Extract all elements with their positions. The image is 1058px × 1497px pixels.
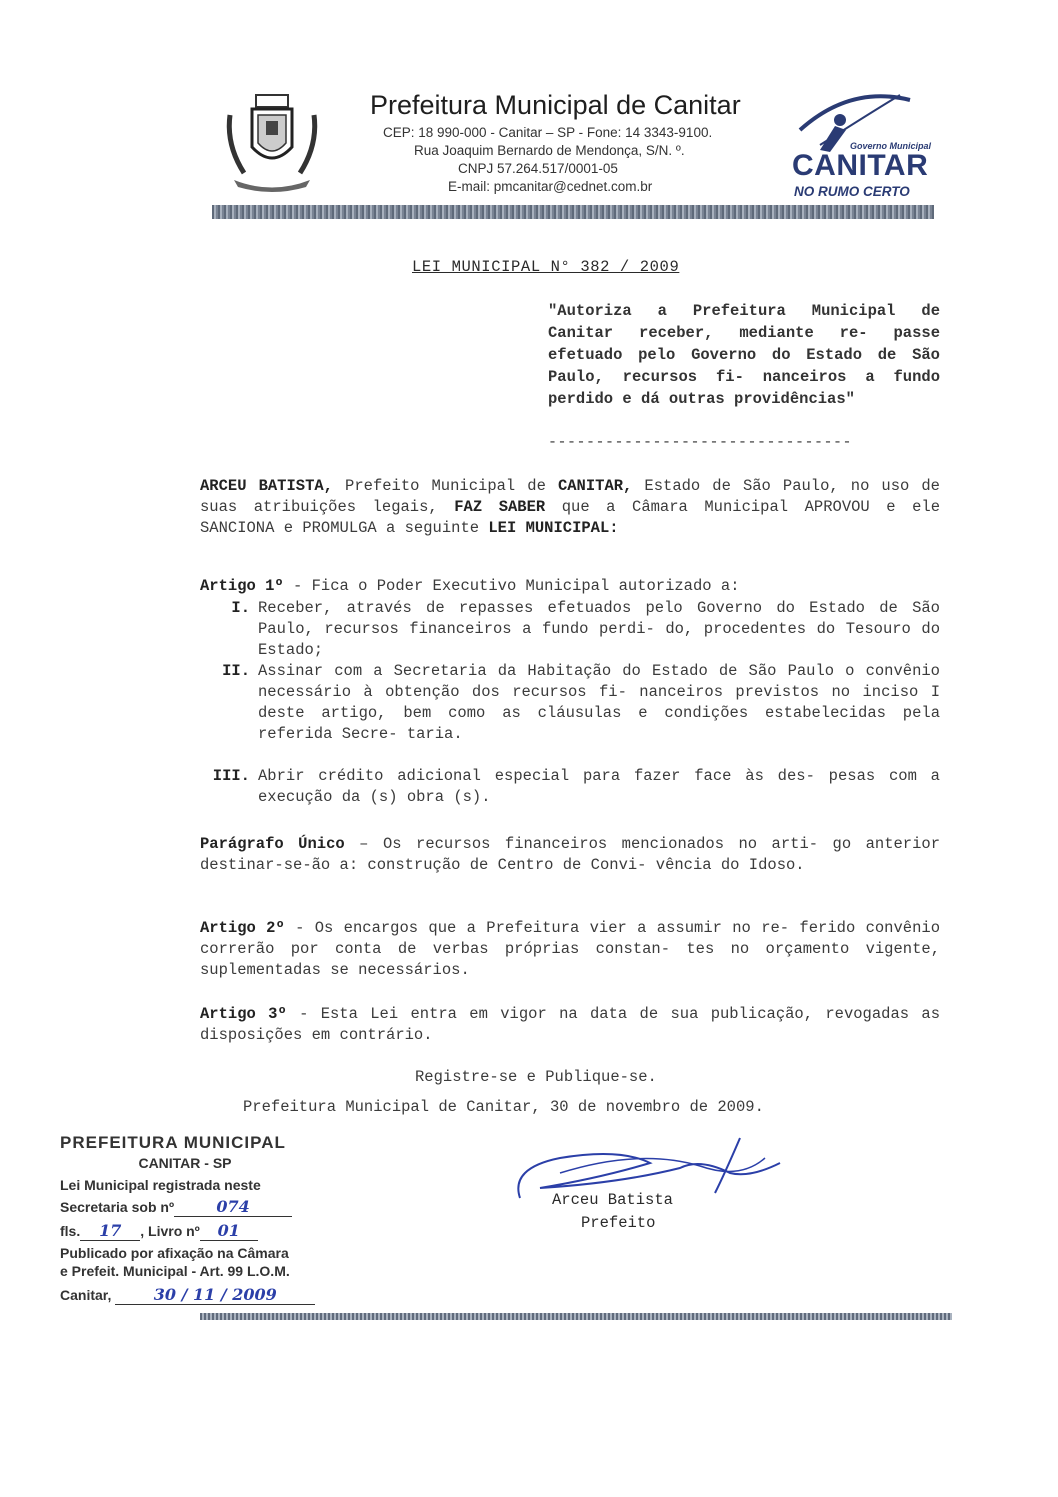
stamp-livro-value: 01 [200,1221,258,1241]
stamp-secretaria-number: 074 [174,1197,292,1217]
item-text: Abrir crédito adicional especial para fazer face às des- pesas com a execução da (s) obra (s). [258,767,940,806]
artigo-1-label: Artigo 1º [200,577,284,595]
artigo-2-label: Artigo 2º [200,919,285,937]
registre-line: Registre-se e Publique-se. [415,1068,657,1086]
artigo-3-label: Artigo 3º [200,1005,287,1023]
preamble [200,476,940,539]
registration-stamp [60,1133,360,1305]
stamp-secretaria-label: Secretaria sob nº [60,1199,175,1215]
stamp-fls-label: fls. [60,1223,81,1239]
header-title: Prefeitura Municipal de Canitar [370,90,741,120]
stamp-date-value: 30 / 11 / 2009 [115,1285,315,1305]
stamp-line-4 [60,1197,360,1217]
artigo-1-item-2 [200,661,940,766]
signature-name: Arceu Batista [552,1191,673,1209]
paragrafo-text: – Os recursos financeiros mencionados no arti- go anterior destinar-se-ão a: construção de Centro de Convi- vência do Idoso. [200,835,940,874]
preamble-text-1: Prefeito Municipal de [332,477,558,495]
stamp-line-8 [60,1285,360,1305]
logo-top-text: Governo Municipal [850,141,932,151]
header-cep-line: CEP: 18 990-000 - Canitar – SP - Fone: 14 3343-9100. [383,125,713,140]
signature-role: Prefeito [581,1214,656,1232]
artigo-2-text: - Os encargos que a Prefeitura vier a assumir no re- ferido convênio correrão por conta de verbas próprias constan- tes no orçamento vigente, suplementadas se necessários. [200,919,940,979]
artigo-1-item-1 [200,598,940,661]
item-number: II. [222,662,250,680]
stamp-line-1: PREFEITURA MUNICIPAL [60,1133,286,1152]
item-text: Receber, através de repasses efetuados pelo Governo do Estado de São Paulo, recursos financeiros a fundo perdi- do, procedentes do Tesouro do Estado; [258,599,940,659]
artigo-1-text: - Fica o Poder Executivo Municipal autorizado a: [283,577,740,595]
place-date: Prefeitura Municipal de Canitar, 30 de novembro de 2009. [243,1098,764,1116]
preamble-text-2: Estado de São Paulo, no uso de suas atribuições legais, [200,477,940,516]
stamp-line-3: Lei Municipal registrada neste [60,1177,261,1193]
document-title: LEI MUNICIPAL N° 382 / 2009 [412,258,680,276]
item-number: I. [231,599,250,617]
footer-divider-band [200,1313,952,1320]
header-cnpj-line: CNPJ 57.264.517/0001-05 [458,161,618,176]
logo-slogan: NO RUMO CERTO [794,184,910,199]
coat-of-arms-icon [222,85,322,195]
paragrafo-label: Parágrafo Único [200,835,345,853]
preamble-city: CANITAR, [557,477,633,495]
stamp-line-5 [60,1221,360,1241]
canitar-logo [780,90,935,202]
header-divider-band [212,205,934,219]
paragrafo-unico [200,834,940,876]
ementa: "Autoriza a Prefeitura Municipal de Canitar receber, mediante re- passe efetuado pelo Governo do Estado de São Paulo, recursos fi- nanceiros a fundo perdido e dá outras providências" [548,302,940,408]
artigo-3 [200,1004,940,1046]
header-email-line: E-mail: pmcanitar@cednet.com.br [448,179,653,194]
header-address-line: Rua Joaquim Bernardo de Mendonça, S/N. º. [414,143,685,158]
item-number: III. [212,767,250,785]
stamp-fls-value: 17 [80,1221,140,1241]
artigo-1-item-3 [200,766,940,808]
preamble-text-3: que a Câmara Municipal APROVOU e ele SANCIONA e PROMULGA a seguinte [200,498,940,537]
ementa-dashes: -------------------------------- [548,434,853,451]
stamp-line-7: e Prefeit. Municipal - Art. 99 L.O.M. [60,1263,290,1279]
stamp-canitar-label: Canitar, [60,1287,112,1303]
artigo-2 [200,918,940,981]
preamble-name: ARCEU BATISTA, [200,477,333,495]
preamble-faz-saber: FAZ SABER [454,498,546,516]
item-text: Assinar com a Secretaria da Habitação do Estado de São Paulo o convênio necessário à obtenção dos recursos fi- nanceiros previstos no inciso I deste artigo, bem como as cláusulas e condições estabelecidas pela referida Secre- taria. [258,662,940,743]
stamp-line-6: Publicado por afixação na Câmara [60,1245,289,1261]
artigo-3-text: - Esta Lei entra em vigor na data de sua publicação, revogadas as disposições em contrário. [200,1005,940,1044]
stamp-line-2: CANITAR - SP [138,1155,232,1171]
logo-name: CANITAR [792,149,929,182]
artigo-1-heading [200,576,940,597]
stamp-livro-label: , Livro nº [140,1223,200,1239]
preamble-lei: LEI MUNICIPAL: [488,519,619,537]
